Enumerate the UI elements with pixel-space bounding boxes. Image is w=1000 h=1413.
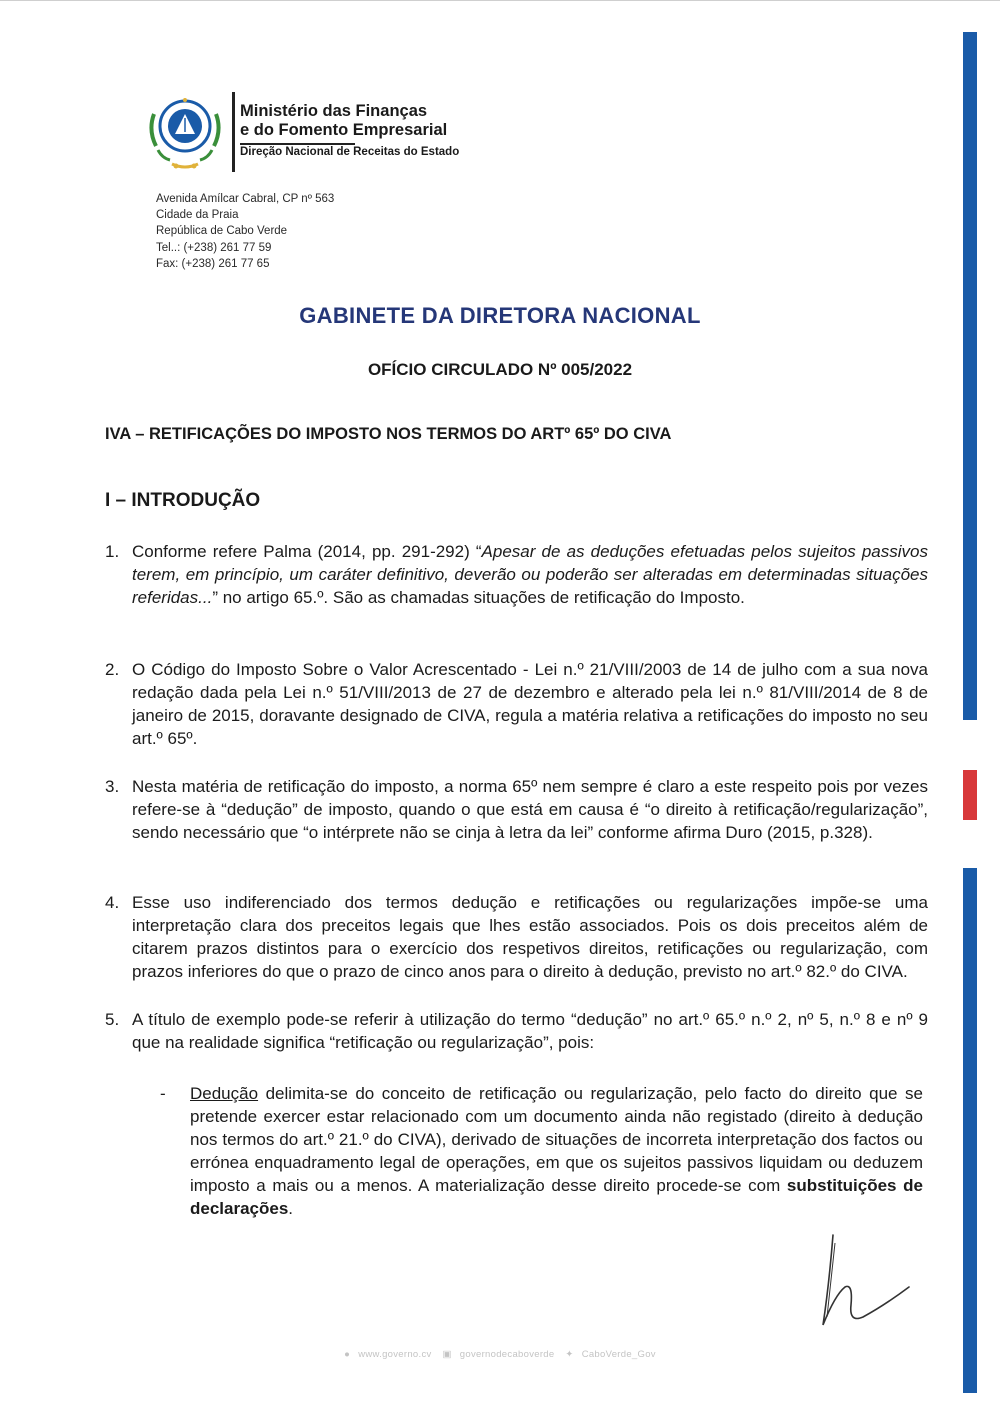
- twitter-icon: ✦: [565, 1349, 574, 1360]
- paragraph-2: [105, 658, 928, 750]
- paragraph-text: Nesta matéria de retificação do imposto, a norma 65º nem sempre é claro a este respeito pois por vezes refere-se à “dedução” de imposto, quando o que está em causa é “o direito à retificação/regularização”, sendo necessário que “o intérprete não se cinja à letra da lei” conforme afirma Duro (2015, p.328).: [132, 777, 928, 842]
- paragraph-number: 3.: [105, 777, 120, 796]
- footer: [0, 1349, 1000, 1360]
- cabinet-title: GABINETE DA DIRETORA NACIONAL: [299, 303, 701, 328]
- bullet-term: Dedução: [190, 1084, 259, 1103]
- header-rule: [240, 143, 355, 145]
- side-bar-blue-bottom: [963, 868, 977, 1393]
- bullet-body: delimita-se do conceito de retificação ou regularização, pelo facto do direito que se pretende exercer estar relacionado com um documento ainda não registado (direito à dedução nos termos do art.º 21.º do CIVA), derivado de situações de incorreta interpretação dos factos ou errónea enquadramento legal de operações, em que os sujeitos passivos liquidam ou deduzem imposto a mais ou a menos. A materialização desse direito procede-se com: [190, 1084, 923, 1195]
- paragraph-number: 1.: [105, 542, 120, 561]
- subject-title: IVA – RETIFICAÇÕES DO IMPOSTO NOS TERMOS DO ARTº 65º DO CIVA: [105, 425, 672, 443]
- cabo-verde-seal-icon: [142, 88, 228, 174]
- paragraph-number: 5.: [105, 1010, 120, 1029]
- bullet-text: [190, 1082, 923, 1220]
- palma-quote: Apesar de as deduções efetuadas pelos sujeitos passivos terem, em princípio, um caráter definitivo, deverão ou poderão ser alteradas em determinadas situações referidas...: [132, 542, 928, 607]
- paragraph-1-intro: Conforme refere Palma (2014, pp. 291-292) “: [132, 542, 482, 561]
- paragraph-3: [105, 775, 928, 844]
- directorate-name: Direção Nacional de Receitas do Estado: [240, 146, 460, 158]
- header-divider: [232, 92, 235, 172]
- address-city: Cidade da Praia: [156, 209, 239, 222]
- paragraph-text: O Código do Imposto Sobre o Valor Acrescentado - Lei n.º 21/VIII/2003 de 14 de julho com a sua nova redação dada pela Lei n.º 51/VIII/2013 de 27 de dezembro e alterado pela lei n.º 81/VIII/2014 de 8 de janeiro de 2015, doravante designado de CIVA, regula a matéria relativa a retificações do imposto no seu art.º 65º.: [132, 660, 928, 748]
- paragraph-4: [105, 891, 928, 983]
- side-bar-red: [963, 770, 977, 820]
- ministry-line-2: e do Fomento Empresarial: [240, 121, 448, 139]
- bullet-emphasis: substituições de declarações: [190, 1176, 924, 1218]
- handwritten-initials: [805, 1225, 915, 1335]
- address-country: República de Cabo Verde: [156, 225, 288, 238]
- address-block: [156, 191, 334, 272]
- circular-number: OFÍCIO CIRCULADO Nº 005/2022: [367, 360, 633, 379]
- paragraph-number: 2.: [105, 660, 120, 679]
- top-edge-line: [0, 0, 1000, 1]
- paragraph-1: [105, 540, 928, 609]
- paragraph-1-end: ” no artigo 65.º. São as chamadas situações de retificação do Imposto.: [212, 588, 745, 607]
- address-street: Avenida Amílcar Cabral, CP nº 563: [156, 193, 335, 205]
- paragraph-text: [132, 540, 928, 609]
- ministry-line-1: Ministério das Finanças: [240, 102, 428, 120]
- section-heading: I – INTRODUÇÃO: [105, 490, 261, 511]
- bullet-deducao: [160, 1082, 923, 1220]
- globe-icon: ●: [344, 1349, 351, 1360]
- footer-twitter: CaboVerde_Gov: [581, 1349, 656, 1360]
- bullet-period: .: [288, 1199, 294, 1218]
- address-fax: Fax: (+238) 261 77 65: [156, 257, 270, 270]
- bullet-dash: -: [160, 1084, 166, 1103]
- footer-website: www.governo.cv: [358, 1349, 432, 1360]
- facebook-icon: ▣: [442, 1349, 452, 1360]
- paragraph-5: [105, 1008, 928, 1054]
- address-phone: Tel..: (+238) 261 77 59: [156, 241, 272, 254]
- paragraph-text: A título de exemplo pode-se referir à utilização do termo “dedução” no art.º 65.º n.º 2, nº 5, n.º 8 e nº 9 que na realidade significa “retificação ou regularização”, pois:: [132, 1010, 928, 1052]
- paragraph-number: 4.: [105, 893, 120, 912]
- footer-facebook: governodecaboverde: [459, 1349, 555, 1360]
- ministry-name: [240, 102, 447, 140]
- paragraph-text: Esse uso indiferenciado dos termos dedução e retificações ou regularizações impõe-se uma interpretação clara dos preceitos legais que lhes estão associados. Pois os dois preceitos além de citarem prazos distintos para o exercício dos respetivos direitos, retificações ou regularização, com prazos inferiores do que o prazo de cinco anos para o direito à dedução, previsto no art.º 82.º do CIVA.: [132, 893, 928, 981]
